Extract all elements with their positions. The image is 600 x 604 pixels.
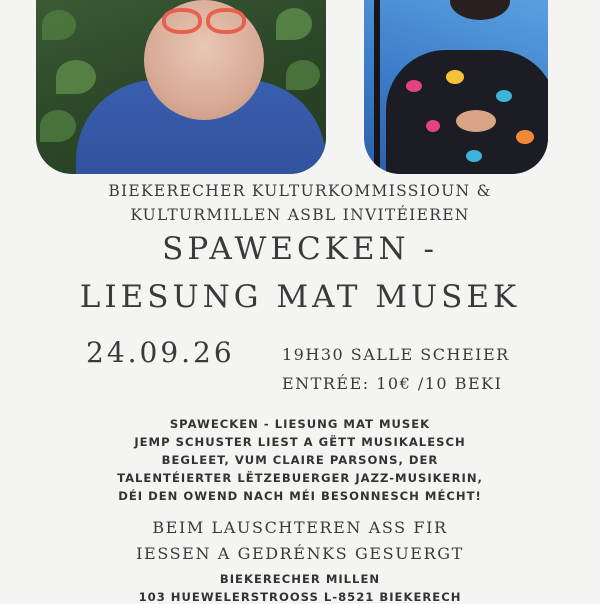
description-line: BEGLEET, VUM CLAIRE PARSONS, DER (161, 453, 439, 467)
event-title: SPAWECKEN - (162, 231, 438, 267)
description-line: TALENTÉIERTER LËTZEBUERGER JAZZ-MUSIKERIN, (117, 471, 483, 485)
face (144, 0, 264, 120)
ivy-leaf (42, 10, 76, 40)
microphone-stand (374, 0, 380, 174)
dress-pattern (446, 70, 464, 84)
glasses-lens-left (162, 8, 202, 34)
event-time-place: 19H30 SALLE SCHEIER (282, 345, 510, 364)
event-price: ENTRÉE: 10€ /10 BEKI (282, 374, 503, 393)
ivy-leaf (286, 60, 320, 90)
ivy-leaf (276, 8, 312, 40)
dress-pattern (406, 80, 422, 92)
dress-pattern (516, 130, 534, 144)
inviters-line: BIEKERECHER KULTURKOMMISSIOUN & (108, 182, 492, 200)
singer-photo (364, 0, 548, 174)
ivy-leaf (56, 60, 96, 94)
patterned-dress (386, 50, 548, 174)
reader-photo (36, 0, 326, 174)
glasses-lens-right (206, 8, 246, 34)
inviters-line: KULTURMILLEN ASBL INVITÉIEREN (130, 206, 470, 224)
hands (456, 110, 496, 132)
ivy-leaf (40, 110, 76, 142)
catering-line: IESSEN A GEDRÉNKS GESUERGT (136, 544, 464, 563)
venue-address: 103 HUEWELERSTROOSS L-8521 BIEKERECH (138, 590, 462, 604)
dress-pattern (426, 120, 440, 132)
catering-line: BEIM LAUSCHTEREN ASS FIR (152, 518, 448, 537)
description-line: SPAWECKEN - LIESUNG MAT MUSEK (169, 417, 431, 431)
description-line: DÉI DEN OWEND NACH MÉI BESONNESCH MÉCHT! (118, 489, 482, 503)
event-date: 24.09.26 (86, 336, 235, 369)
venue-name: BIEKERECHER MILLEN (219, 572, 381, 586)
event-title: LIESUNG MAT MUSEK (79, 279, 521, 315)
hair (450, 0, 510, 20)
description-line: JEMP SCHUSTER LIEST A GËTT MUSIKALESCH (134, 435, 466, 449)
dress-pattern (466, 150, 482, 162)
dress-pattern (496, 90, 512, 102)
